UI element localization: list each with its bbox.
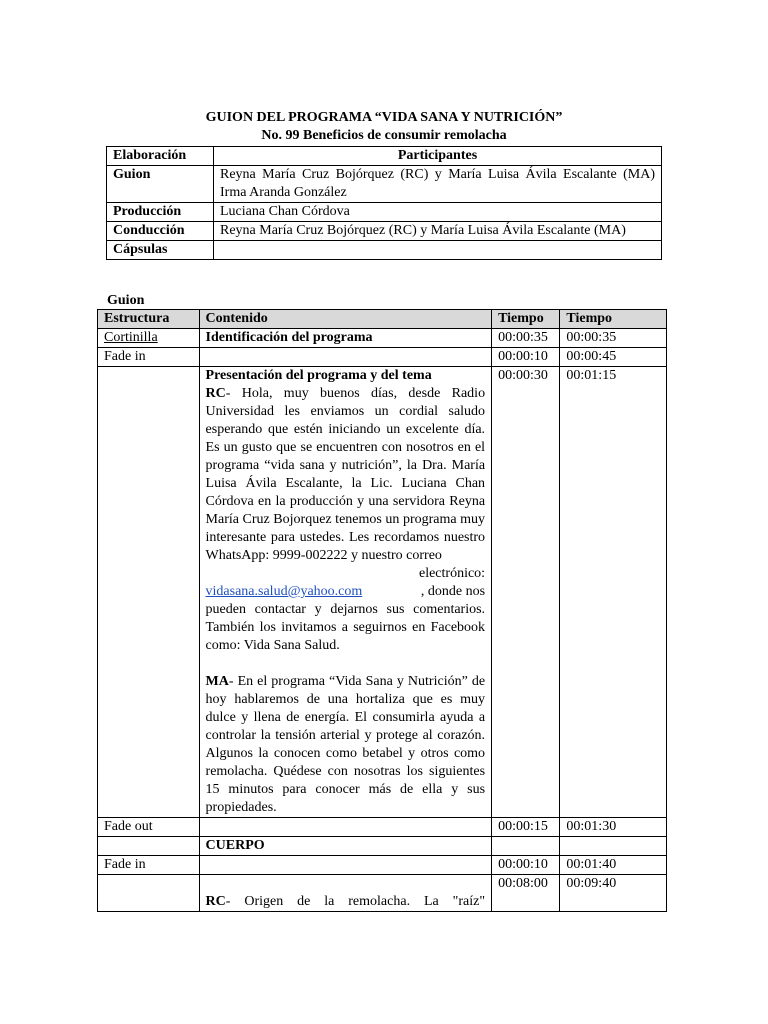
contenido-cell [199,348,492,367]
contenido-cell [199,367,492,818]
contenido-cell [199,875,492,912]
header-estructura: Estructura [98,310,200,329]
tiempo-cell: 00:00:10 [492,348,560,367]
tiempo-cell: 00:08:00 [492,875,560,912]
estructura-cell: Fade in [98,348,200,367]
header-tiempo: Tiempo [492,310,560,329]
estructura-cell: Fade out [98,818,200,837]
speaker-rc: RC [205,894,226,909]
contenido-cell [199,856,492,875]
document-subtitle: No. 99 Beneficios de consumir remolacha [261,128,507,143]
row-label: Cápsulas [107,241,214,260]
header-tiempo-acumulado: Tiempo [560,310,667,329]
participants-row-guion [107,166,662,203]
rc-origen-text: - Origen de la remolacha. La "raíz" [225,894,486,909]
tiempo-total-cell: 00:01:15 [560,367,667,818]
tiempo-cell: 00:00:10 [492,856,560,875]
estructura-cell [98,875,200,912]
estructura-cell: Fade in [98,856,200,875]
header-participantes: Participantes [214,147,662,166]
script-row-origen [98,875,667,912]
tiempo-cell: 00:00:30 [492,367,560,818]
script-header-row [98,310,667,329]
row-label: Guion [107,166,214,203]
contenido-cell: Identificación del programa [199,329,492,348]
script-row-presentacion [98,367,667,818]
rc-text: - Hola, muy buenos días, desde Radio Universidad les enviamos un cordial saludo esperando que estén iniciando un excelente día. Es un gusto que se encuentren con nosotros en el programa “vida sana y nutrición”, la Dra. María Luisa Ávila Escalante, la Lic. Luciana Chan Córdova en la producción y una servidora Reyna María Cruz Bojorquez tenemos un programa muy interesante para ustedes. Les recordamos nuestro WhatsApp: 9999-002222 y nuestro correo [205,386,486,563]
participants-table [106,146,662,260]
header-contenido: Contenido [199,310,492,329]
participants-row-capsulas [107,241,662,260]
tiempo-total-cell [560,837,667,856]
estructura-cell [98,837,200,856]
email-after-text: , donde nos [420,584,486,599]
ma-paragraph [206,673,486,817]
header-elaboracion: Elaboración [107,147,214,166]
script-row-fade-out [98,818,667,837]
tiempo-total-cell: 00:01:30 [560,818,667,837]
estructura-cell: Cortinilla [98,329,200,348]
email-line [206,583,486,601]
estructura-cell [98,367,200,818]
guion-section-label: Guion [107,293,145,308]
row-value [214,241,662,260]
contenido-cell [199,818,492,837]
tiempo-total-cell: 00:00:45 [560,348,667,367]
speaker-rc: RC [205,386,226,401]
rc-origen-paragraph [206,893,486,911]
tiempo-cell [492,837,560,856]
electronico-line: electrónico: [418,566,486,581]
script-table [97,309,667,912]
participants-header-row [107,147,662,166]
tiempo-cell: 00:00:35 [492,329,560,348]
ma-text: - En el programa “Vida Sana y Nutrición” de hoy hablaremos de una hortaliza que es muy dulce y llena de energía. El consumirla ayuda a controlar la tensión arterial y protege al corazón. Algunos la conocen como betabel y otros como remolacha. Quédese con nosotras los siguientes 15 minutos para conocer más de ella y sus propiedades. [205,674,486,815]
speaker-ma: MA [205,674,229,689]
rc-text-continued: pueden contactar y dejarnos sus comentarios. También los invitamos a seguirnos en Facebook como: Vida Sana Salud. [205,602,486,653]
tiempo-total-cell: 00:09:40 [560,875,667,912]
script-row-fade-in-2 [98,856,667,875]
row-value: Luciana Chan Córdova [214,203,662,222]
contenido-cell: CUERPO [199,837,492,856]
tiempo-total-cell: 00:01:40 [560,856,667,875]
email-link[interactable]: vidasana.salud@yahoo.com [205,584,363,599]
row-value: Reyna María Cruz Bojórquez (RC) y María Luisa Ávila Escalante (MA) [214,222,662,241]
tiempo-total-cell: 00:00:35 [560,329,667,348]
script-row-cuerpo [98,837,667,856]
participants-row-produccion [107,203,662,222]
document-title: GUION DEL PROGRAMA “VIDA SANA Y NUTRICIÓN” [205,110,563,125]
script-row-fade-in [98,348,667,367]
script-row-cortinilla [98,329,667,348]
row-value: Reyna María Cruz Bojórquez (RC) y María Luisa Ávila Escalante (MA) Irma Aranda González [214,166,662,203]
tiempo-cell: 00:00:15 [492,818,560,837]
row-label: Conducción [107,222,214,241]
participants-row-conduccion [107,222,662,241]
row-label: Producción [107,203,214,222]
presentacion-heading: Presentación del programa y del tema [205,368,432,383]
rc-paragraph [206,385,486,565]
